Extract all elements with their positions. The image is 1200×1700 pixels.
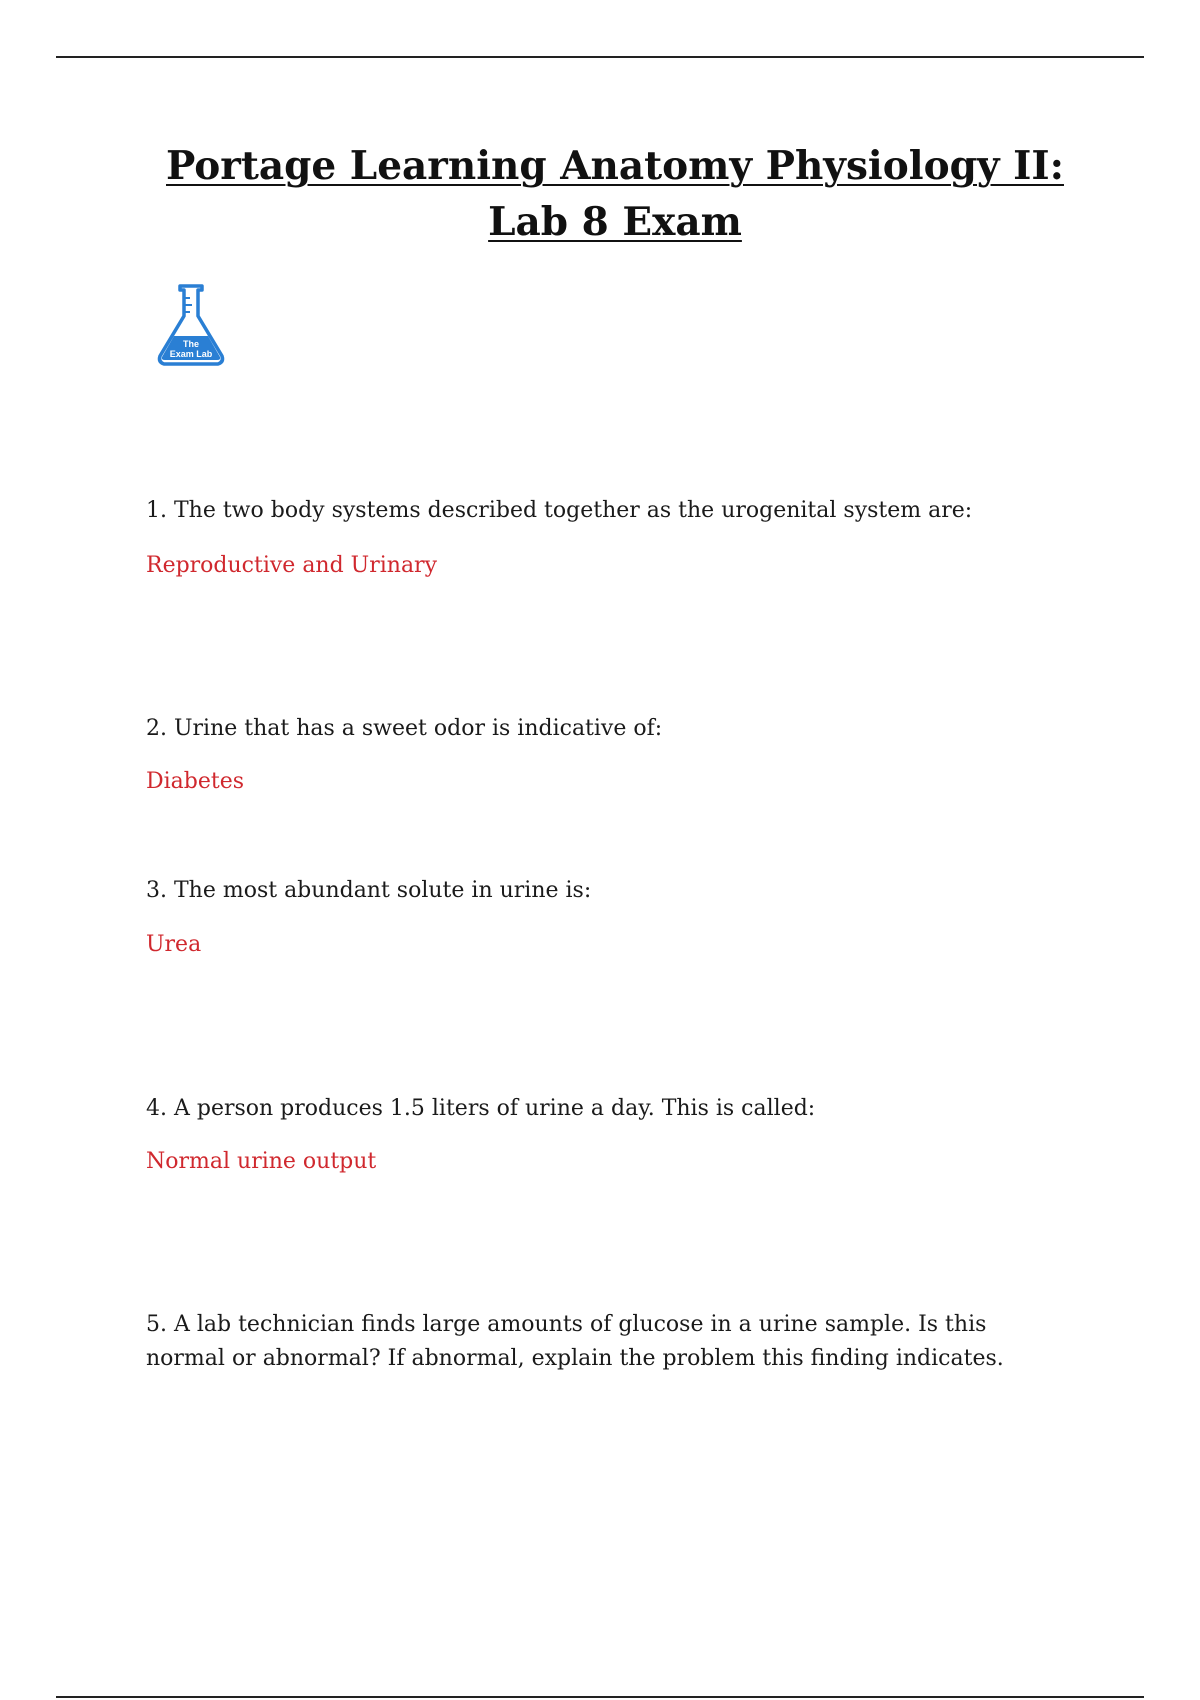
logo-text-line1: The [182, 339, 200, 349]
exam-lab-logo [150, 278, 232, 370]
page-title: Portage Learning Anatomy Physiology II: Lab 8 Exam [166, 143, 1064, 245]
answer-3: Urea [146, 932, 202, 957]
answer-4: Normal urine output [146, 1149, 377, 1174]
question-5: 5. A lab technician finds large amounts of glucose in a urine sample. Is this normal or abnormal? If abnormal, explain the problem this finding indicates. [146, 1312, 1004, 1371]
question-3: 3. The most abundant solute in urine is: [146, 878, 592, 903]
question-2: 2. Urine that has a sweet odor is indicative of: [146, 716, 663, 741]
answer-1: Reproductive and Urinary [146, 553, 438, 578]
question-1: 1. The two body systems described together as the urogenital system are: [146, 498, 973, 523]
answer-2: Diabetes [146, 769, 245, 794]
question-4: 4. A person produces 1.5 liters of urine a day. This is called: [146, 1096, 816, 1121]
flask-icon [150, 278, 232, 370]
top-divider [56, 56, 1144, 58]
logo-text-line2: Exam Lab [169, 349, 213, 359]
bottom-divider [56, 1696, 1144, 1698]
